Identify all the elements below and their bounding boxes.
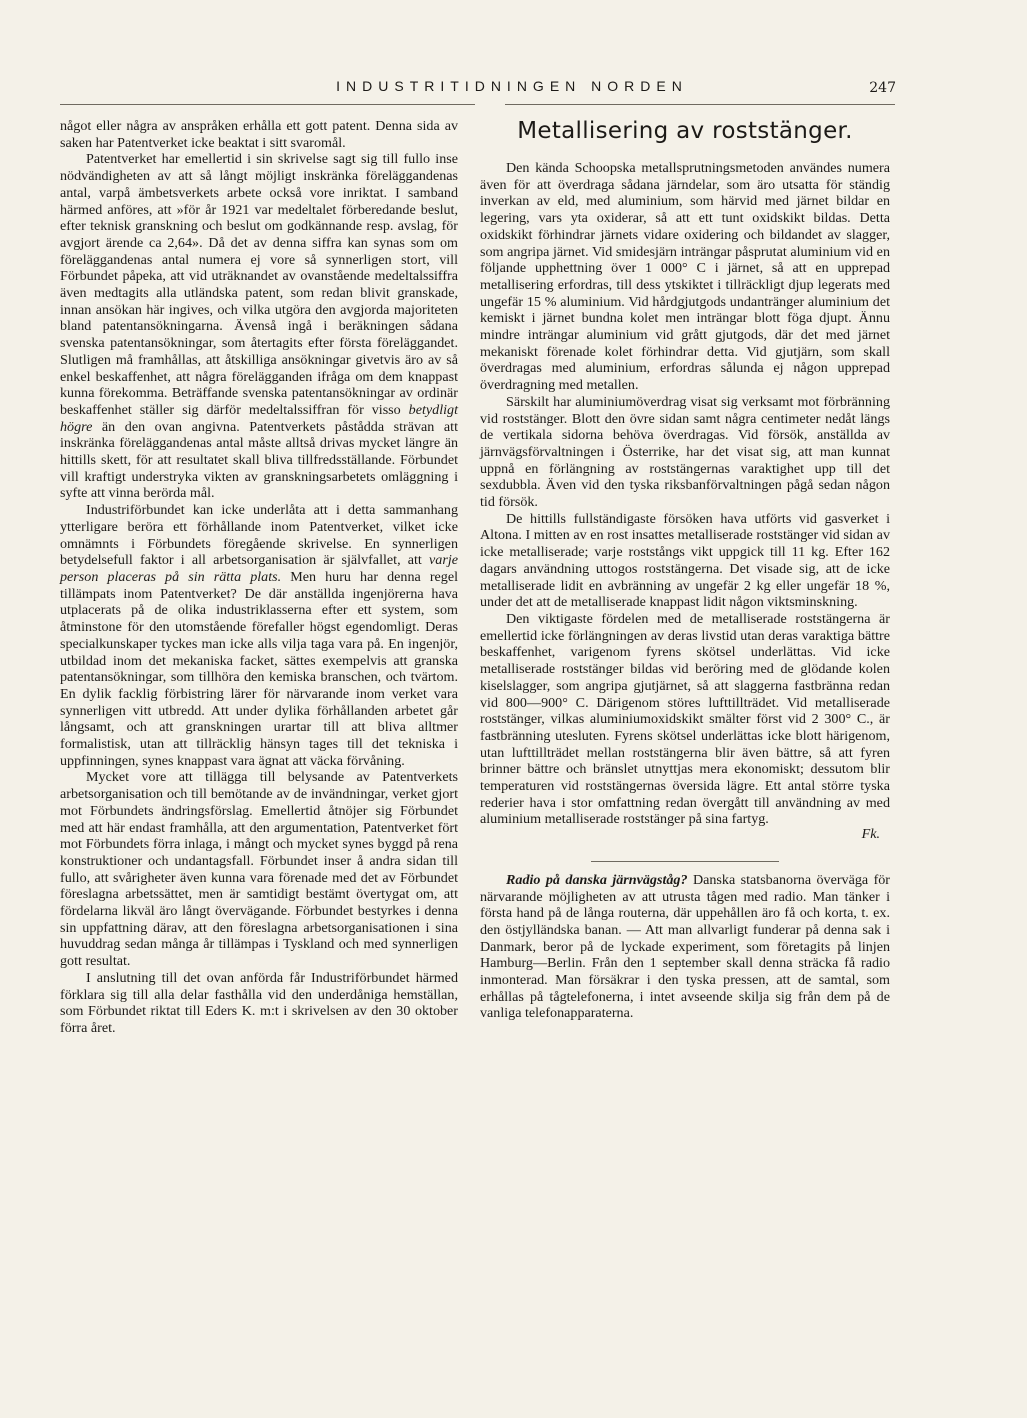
right-column bbox=[480, 112, 890, 1022]
paragraph bbox=[60, 502, 458, 769]
paragraph: Mycket vore att tillägga till belysande av Patentverkets arbetsorganisation och till bemötande av de invändningar, verket gjort mot Förbundets ändringsförslag. Emellertid åtnöjer sig Förbundet med att här endast framhålla, att den argumentation, Patentverket fört mot Förbundets förra inlaga, i mångt och mycket synes byggd på rena konstruktioner och undantagsfall. Förbundet inser å andra sidan till fullo, att svårigheter även kunna vara förenade med det av Förbundet föreslagna arbetssättet, men är samtidigt bestämt övertygat om, att fördelarna likväl äro långt övervägande. Förbundet bestyrkes i denna sin uppfattning därav, att den föreslagna arbetsorganisationen i sina huvuddrag sedan många år tillämpas i Tyskland och med synnerligen gott resultat. bbox=[60, 769, 458, 970]
paragraph: Den kända Schoopska metallsprutningsmetoden användes numera även för att överdraga sådana järndelar, som äro utsatta för ständig inverkan av eld, med aluminium, som härvid med järnet bildar en legering, vars yta oxiderar, så att ett tunt oxidskikt bildas. Detta oxidskikt förhindrar järnets vidare oxidering och bildandet av slagger, som angripa järnet. Vid smidesjärn inträngar påsprutat aluminium vid en följande upphettning över 1 000° C i järnet, så att en upprepad metallisering erfordras, till dess ytskiktet i tillräckligt djup legerats med ungefär 15 % aluminium. Vid hårdgjutgods undantränger aluminium det kemiskt i järnet bundna kolet men inträngar blott föga djupt. Ännu mindre inträngar aluminium vid grått gjutgods, där det med järnet mekaniskt förenade kolet förhindrar detta. Vid gjutjärn, som skall överdragas med aluminium, erfordras sålunda ej någon upprepad överdragning med metallen. bbox=[480, 160, 890, 394]
paragraph: Den viktigaste fördelen med de metalliserade roststängerna är emellertid icke förlängningen av deras livstid utan deras varaktiga bättre beskaffenhet, varigenom fyrens skötsel underlättas. Vid icke metalliserade roststänger bildas vid beröring med de glödande kolen kiselslagger, som angripa gjutjärnet, så att slaggerna fastbränna redan vid 800—900° C. Därigenom störes lufttillträdet. Vid metalliserade roststänger, vilkas aluminiumoxidskikt smälter först vid 2 300° C., är fastbränning utesluten. Fyrens skötsel underlättas icke blott härigenom, utan lufttillträdet mellan roststängerna blir även bättre, så att fyren brinner bättre och bränslet utnyttjas mera ekonomiskt; dessutom blir temperaturen vid roststängernas översida lägre. Ett antal större tyska rederier hava i stor omfattning redan övergått till användning av med aluminium metalliserade roststänger på sina fartyg. bbox=[480, 610, 890, 828]
left-column bbox=[60, 118, 458, 1037]
paragraph: De hittills fullständigaste försöken hava utförts vid gasverket i Altona. I mitten av en rost insattes metalliserade roststänger vid sidan av icke metalliserade; varje roststångs vikt uppgick till 11 kg. Efter 162 dagars användning uttogos roststängerna. Det visade sig, att de icke metalliserade lidit en avbränning av ungefär 2 kg eller ungefär 18 %, under det att de metalliserade knappast lidit någon viktsminskning. bbox=[480, 510, 890, 611]
page-header bbox=[70, 78, 896, 98]
header-rule-right bbox=[505, 104, 895, 105]
paragraph-text: Industriförbundet kan icke underlåta att i detta sammanhang ytterligare beröra ett förhållande inom Patentverket, vilket icke omnämnts i Förbundets föregående skrivelse. En synnerligen betydelsefull faktor i all arbetsorganisation är självfallet, att bbox=[60, 502, 458, 569]
running-head: INDUSTRITIDNINGEN NORDEN bbox=[336, 78, 688, 94]
news-item bbox=[480, 872, 890, 1022]
paragraph bbox=[60, 151, 458, 502]
paragraph-text: Men huru har denna regel tillämpats inom Patentverket? De där anställda ingenjörerna hava utplacerats på de olika industriklasserna efter ett system, som åtminstone för den utomstående förefaller högst egendomligt. Deras specialkunskaper tyckes man icke alls vilja taga vara på. En ingenjör, utbildad inom det mekaniska facket, sättes exempelvis att granska patentansökningar, som tillhöra den kemiska branschen, och tvärtom. En dylik facklig förbistring lärer för närvarande inom verket vara synnerligen vitt utbredd. Att under dylika förhållanden arbetet går långsamt, och att granskningen urartar till att bliva alltmer formalistisk, utan att tillräcklig hänsyn tages till det tekniska i uppfinningen, synes knappast vara ägnat att väcka förvåning. bbox=[60, 568, 458, 769]
emphasis-text: varje person placeras på sin rätta plats. bbox=[60, 552, 458, 585]
header-rule-left bbox=[60, 104, 475, 105]
paragraph: något eller några av anspråken erhålla ett gott patent. Denna sida av saken har Patentverket icke beaktat i sitt svaromål. bbox=[60, 118, 458, 151]
article-title: Metallisering av roststänger. bbox=[517, 118, 853, 144]
paragraph: Särskilt har aluminiumöverdrag visat sig verksamt mot förbränning vid roststänger. Blott den övre sidan samt några centimeter nedåt längs de vertikala sidorna behöva överdragas. Vid försök, anställda av järnvägsförvaltningen i Österrike, har det visat sig, att man kunnat uppnå en förlängning av roststängernas varaktighet upp till det sexdubbla. Även vid den tyska riksbanförvaltningen pågå sedan någon tid försök. bbox=[480, 393, 890, 511]
paragraph-text: än den ovan angivna. Patentverkets påstådda strävan att inskränka föreläggandenas antal måste alltså drivas mycket längre än hittills skett, för att resultatet skall bliva tillfredsställande. Förbundet vill kraftigt understryka vikten av granskningsarbetets omläggning i syfte att vinna berörda mål. bbox=[60, 418, 458, 502]
section-divider bbox=[591, 861, 780, 862]
news-text: Danska statsbanorna överväga för närvarande möjligheten av att utrusta tågen med radio. Man tänker i första hand på de långa routerna, där uppehållen äro få och korta, t. ex. den östjylländska banan. — Att man allvarligt funderar på denna sak i Danmark, beror på de lyckade experiment, som företagits på linjen Hamburg—Berlin. Från den 1 september skall denna sträcka få radio inmonterad. Man försäkrar i den tyska pressen, att de samtal, som erhållas på tågtelefonerna, i intet avseende skilja sig från dem på de vanliga telefonapparaterna. bbox=[480, 871, 891, 1022]
emphasis-text: betydligt högre bbox=[60, 401, 458, 435]
paragraph-text: Patentverket har emellertid i sin skrivelse sagt sig till fullo inse nödvändigheten av att så långt möjligt inskränka föreläggandenas antal, varpå ämbetsverkets arbete också vore inriktat. I samband härmed anföres, att »för år 1921 var medeltalet förberedande beslut, efter teknisk granskning och beslut om godkännande resp. avslag, för avgjort ärende ca 2,64». Då det av denna siffra kan synas som om föreläggandenas antal numera ej vore så synnerligen stort, vill Förbundet påpeka, att vid uträknandet av ovanstående medeltalssiffra även medtagits alla utländska patent, som redan blivit granskade, innan ansökan här ingives, och vilka utgöra den avgjorda majoriteten bland patentansökningarna. Ävenså ingå i beräkningen sådana svenska patentansökningar, som återtagits efter första föreläggandet. Slutligen må framhållas, att åtskilliga ansökningar givetvis äro av så enkel beskaffenhet, att några förelägganden ifråga om dem knappast kunna förekomma. Beträffande svenska patentansökningar av ordinär beskaffenhet ställer sig därför medeltalssiffran för visso bbox=[60, 151, 458, 418]
paragraph: I anslutning till det ovan anförda får Industriförbundet härmed förklara sig till alla delar fasthålla vid den underdåniga hemställan, som Förbundet riktat till Eders K. m:t i skrivelsen av den 30 oktober förra året. bbox=[60, 969, 458, 1036]
news-headline: Radio på danska järnvägståg? bbox=[506, 871, 688, 888]
page-number: 247 bbox=[869, 80, 896, 96]
author-signature: Fk. bbox=[861, 826, 880, 843]
